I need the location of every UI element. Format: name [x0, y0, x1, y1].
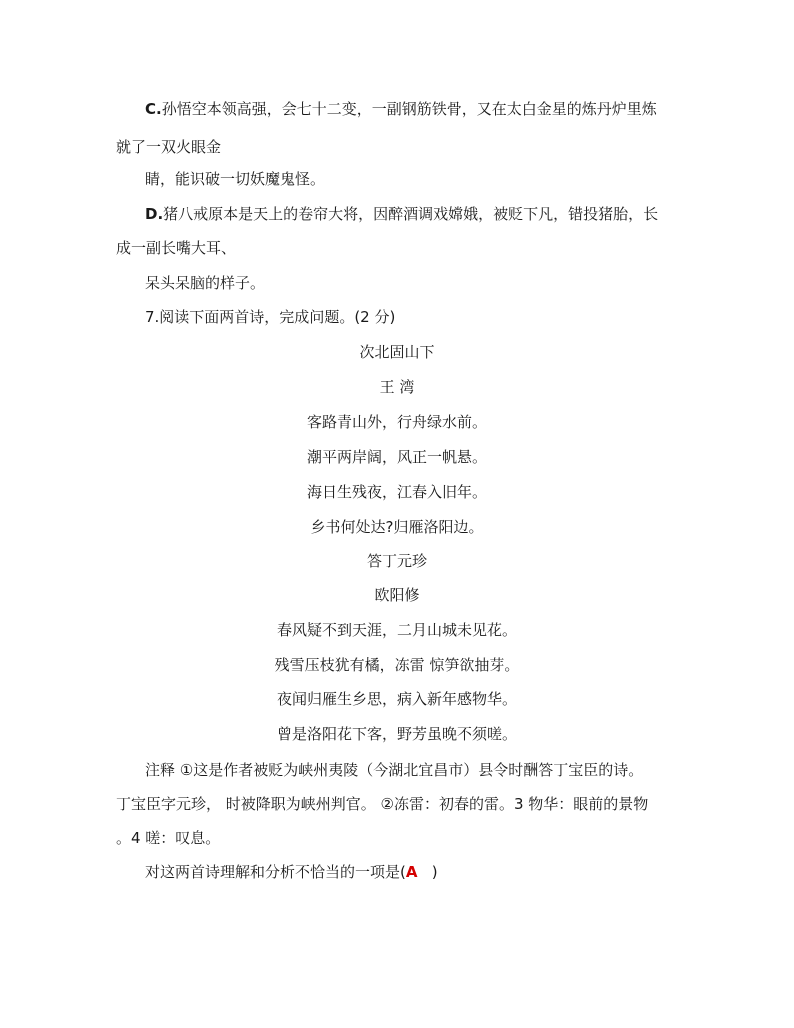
poem-1-line-3: 海日生残夜，江春入旧年。 [306, 483, 487, 501]
option-c-text-1: 孙悟空本领高强，会七十二变，一副钢筋铁骨，又在太白金星的炼丹炉里炼 [161, 100, 657, 118]
question-prompt-text: 对这两首诗理解和分析不恰当的一项是( [145, 863, 406, 881]
poem-1-title: 次北固山下 [359, 343, 435, 361]
notes-line-3: 。4 嗟：叹息。 [116, 829, 221, 847]
poem-2-line-3: 夜闻归雁生乡思，病入新年感物华。 [276, 690, 517, 708]
question-prompt [145, 862, 438, 882]
poem-1-line-4: 乡书何处达?归雁洛阳边。 [310, 518, 484, 536]
option-d-line-3: 呆头呆脑的样子。 [145, 274, 266, 292]
option-d-line-1 [145, 204, 658, 224]
poem-2-author: 欧阳修 [374, 586, 420, 604]
option-c-line-3: 睛，能识破一切妖魔鬼怪。 [145, 170, 326, 188]
poem-2-line-4: 曾是洛阳花下客，野芳虽晚不须嗟。 [276, 725, 517, 743]
option-c-letter: C. [145, 100, 162, 118]
poem-1-line-2: 潮平两岸阔，风正一帆悬。 [306, 448, 487, 466]
option-d-line-2: 成一副长嘴大耳、 [116, 239, 237, 257]
option-c-line-2: 就了一双火眼金 [116, 138, 222, 156]
question-7: 7.阅读下面两首诗，完成问题。(2 分) [145, 308, 396, 326]
notes-line-2: 丁宝臣字元珍， 时被降职为峡州判官。 ②冻雷：初春的雷。3 物华：眼前的景物 [116, 795, 649, 813]
option-c-line-1 [145, 99, 657, 119]
question-prompt-close: ) [417, 863, 438, 881]
answer-letter: A [405, 863, 418, 881]
option-d-text-1: 猪八戒原本是天上的卷帘大将，因醉酒调戏嫦娥，被贬下凡，错投猪胎，长 [163, 205, 659, 223]
poem-1-line-1: 客路青山外，行舟绿水前。 [306, 413, 487, 431]
poem-1-author: 王 湾 [379, 378, 415, 396]
poem-2-line-2: 残雪压枝犹有橘，冻雷 惊笋欲抽芽。 [274, 656, 520, 674]
notes-line-1: 注释 ①这是作者被贬为峡州夷陵（今湖北宜昌市）县令时酬答丁宝臣的诗。 [145, 761, 644, 779]
option-d-letter: D. [145, 205, 164, 223]
poem-2-title: 答丁元珍 [366, 552, 427, 570]
poem-2-line-1: 春风疑不到天涯，二月山城未见花。 [276, 621, 517, 639]
